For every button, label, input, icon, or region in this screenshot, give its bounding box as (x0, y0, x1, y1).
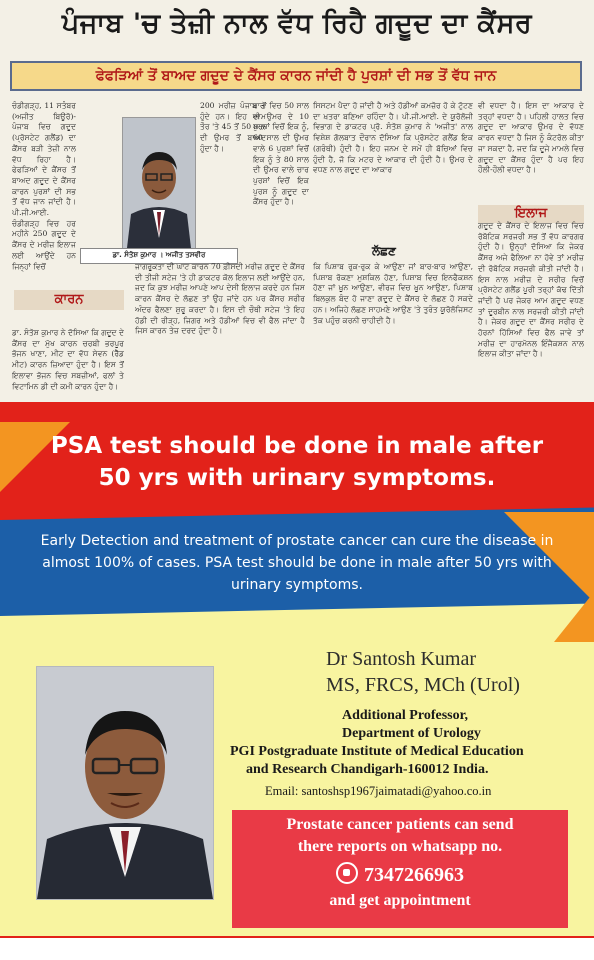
psa-awareness-poster (0, 402, 594, 960)
news-column-text: ਬਾਰਾ ਵਿਚ 50 ਸਾਲ ਦੀ ਉਮਰ ਦੇ 10 ਪੁਰਸ਼ਾਂ ਵਿਚੋਂ ਇਕ ਨੂੰ, 60 ਸਾਲ ਦੀ ਉਮਰ ਵਾਲੇ 6 ਪੁਰਸ਼ਾਂ ਵਿਚੋਂ ਇਕ ਨੂੰ ਤੇ 80 ਸਾਲ ਦੀ ਉਮਰ ਵਾਲੇ ਚਾਰ ਪੁਰਸ਼ਾਂ ਵਿਚੋਂ ਇਕ ਪੁਰਸ਼ ਨੂੰ ਗਦੂਦ ਦਾ ਕੈਂਸਰ ਹੁੰਦਾ ਹੈ। (253, 101, 309, 207)
doctor-photo-large (36, 666, 214, 900)
orange-corner-decoration (554, 592, 594, 642)
doctor-email[interactable]: Email: santoshsp1967jaimatadi@yahoo.co.in (265, 784, 492, 798)
news-column-text: ਚੰਡੀਗੜ੍ਹ, 11 ਸਤੰਬਰ (ਅਜੀਤ ਬਿਊਰੋ)- ਪੰਜਾਬ ਵਿਚ ਗਦੂਦ (ਪ੍ਰੋਸਟੇਟ ਗਲੈਂਡ) ਦਾ ਕੈਂਸਰ ਬੜੀ ਤੇਜ਼ੀ ਨਾਲ ਵੱਧ ਰਿਹਾ ਹੈ। ਫੇਫੜਿਆਂ ਦੇ ਕੈਂਸਰ ਤੋਂ ਬਾਅਦ ਗਦੂਦ ਦੇ ਕੈਂਸਰ ਕਾਰਨ ਪੁਰਸ਼ਾਂ ਦੀ ਸਭ ਤੋਂ ਵੱਧ ਜਾਨ ਜਾਂਦੀ ਹੈ। ਪੀ.ਜੀ.ਆਈ. ਚੰਡੀਗੜ੍ਹ ਵਿਚ ਹਰ ਮਹੀਨੇ 250 ਗਦੂਦ ਦੇ ਕੈਂਸਰ ਦੇ ਮਰੀਜ਼ ਇਲਾਜ ਲਈ ਆਉਂਦੇ ਹਨ ਜਿਨ੍ਹਾਂ ਵਿਚੋਂ (12, 101, 76, 271)
news-column-text: 200 ਮਰੀਜ਼ ਪੰਜਾਬ ਤੋਂ ਹੁੰਦੇ ਹਨ। ਇਹ ਆਮ ਤੌਰ 'ਤੇ 45 ਤੋਂ 50 ਸਾਲ ਦੀ ਉਮਰ ਤੋਂ ਬਾਅਦ ਹੁੰਦਾ ਹੈ। (200, 101, 266, 153)
newspaper-clipping (0, 0, 594, 403)
news-column-text: ਵੀ ਵਧਦਾ ਹੈ। ਇਸ ਦਾ ਆਕਾਰ ਦੇ ਤਰ੍ਹਾਂ ਵਧਦਾ ਹੈ। ਪਹਿਲੀ ਹਾਲਤ ਵਿਚ ਗਦੂਦ ਦਾ ਆਕਾਰ ਉਮਰ ਦੇ ਵੱਧਣ ਕਾਰਨ ਵਧਦਾ ਹੈ ਜਿਸ ਨੂੰ ਕੰਟਰੋਲ ਕੀਤਾ ਜਾ ਸਕਦਾ ਹੈ, ਜਦ ਕਿ ਦੂਜੇ ਮਾਮਲੇ ਵਿਚ ਗਦੂਦ ਦਾ ਕੈਂਸਰ ਹੁੰਦਾ ਹੈ ਪਰ ਇਹ ਹੌਲੀ-ਹੌਲੀ ਵਧਦਾ ਹੈ। (478, 101, 584, 175)
photo-caption: ਡਾ. ਸੰਤੋਸ਼ ਕੁਮਾਰ । ਅਜੀਤ ਤਸਵੀਰ (80, 248, 238, 264)
news-subheadline: ਫੇਫੜਿਆਂ ਤੋਂ ਬਾਅਦ ਗਦੂਦ ਦੇ ਕੈਂਸਰ ਕਾਰਨ ਜਾਂਦੀ ਹੈ ਪੁਰਸ਼ਾਂ ਦੀ ਸਭ ਤੋਂ ਵੱਧ ਜਾਨ (10, 61, 582, 91)
doctor-name: Dr Santosh Kumar (326, 648, 476, 670)
news-column-text: ਕਿ ਪਿਸ਼ਾਬ ਰੁਕ-ਰੁਕ ਕੇ ਆਉਣਾ ਜਾਂ ਬਾਰ-ਬਾਰ ਆਉਣਾ, ਪਿਸ਼ਾਬ ਰੋਕਣਾ ਮੁਸ਼ਕਿਲ ਹੋਣਾ, ਪਿਸ਼ਾਬ ਵਿਚ ਇਨਫੈਕਸ਼ਨ ਹੋਣਾ ਜਾਂ ਖ਼ੂਨ ਆਉਣਾ, ਵੀਰਜ ਵਿਚ ਖ਼ੂਨ ਆਉਣਾ, ਪਿਸ਼ਾਬ ਬਿਲਕੁਲ ਬੰਦ ਹੋ ਜਾਣਾ ਗਦੂਦ ਦੇ ਕੈਂਸਰ ਦੇ ਲੱਛਣ ਹੋ ਸਕਦੇ ਹਨ। ਅਜਿਹੇ ਲੱਛਣ ਸਾਹਮਣੇ ਆਉਣ 'ਤੇ ਤੁਰੰਤ ਯੂਰੋਲੋਜਿਸਟ ਤੱਕ ਪਹੁੰਚ ਕਰਨੀ ਚਾਹੀਦੀ ਹੈ। (313, 262, 473, 325)
news-column-text: ਸਿਸਟਮ ਪੈਦਾ ਹੋ ਜਾਂਦੀ ਹੈ ਅਤੇ ਹੱਡੀਆਂ ਕਮਜ਼ੋਰ ਹੋ ਕੇ ਟੁੱਟਣ ਦਾ ਖ਼ਤਰਾ ਬਣਿਆ ਰਹਿੰਦਾ ਹੈ। ਪੀ.ਜੀ.ਆਈ. ਦੇ ਯੂਰੋਲੋਜੀ ਵਿਭਾਗ ਦੇ ਡਾਕਟਰ ਪ੍ਰੋ. ਸੰਤੋਸ਼ ਕੁਮਾਰ ਨੇ 'ਅਜੀਤ' ਨਾਲ ਵਿਸ਼ੇਸ਼ ਗੱਲਬਾਤ ਦੌਰਾਨ ਦੱਸਿਆ ਕਿ ਪ੍ਰੋਸਟੇਟ ਗਲੈਂਡ ਇਕ (ਗਰੰਥੀ) ਹੁੰਦੀ ਹੈ। ਇਹ ਜਨਮ ਦੇ ਸਮੇਂ ਹੀ ਬੱਚਿਆਂ ਵਿਚ ਹੁੰਦੀ ਹੈ, ਜੋ ਕਿ ਮਟਰ ਦੇ ਆਕਾਰ ਦੀ ਹੁੰਦੀ ਹੈ। ਉਮਰ ਦੇ ਵਧਣ ਨਾਲ ਗਦੂਦ ਦਾ ਆਕਾਰ (313, 101, 473, 175)
doctor-photo-small (122, 117, 196, 249)
bottom-bar (0, 938, 594, 960)
whatsapp-contact-box (232, 810, 568, 928)
whatsapp-phone-number[interactable]: 7347266963 (364, 864, 464, 886)
news-column-text: ਗਦੂਦ ਦੇ ਕੈਂਸਰ ਦੇ ਇਲਾਜ ਵਿਚ ਵਿਚ ਰੋਬੋਟਿਕ ਸਰਜਰੀ ਸਭ ਤੋਂ ਵੱਧ ਕਾਰਗਰ ਹੁੰਦੀ ਹੈ। ਉਨ੍ਹਾਂ ਦੱਸਿਆ ਕਿ ਜੇਕਰ ਕੈਂਸਰ ਅਜੇ ਫੈਲਿਆ ਨਾ ਹੋਵੇ ਤਾਂ ਮਰੀਜ਼ ਦੀ ਰੋਬੋਟਿਕ ਸਰਜਰੀ ਕੀਤੀ ਜਾਂਦੀ ਹੈ। ਇਸ ਨਾਲ ਮਰੀਜ਼ ਦੇ ਸਰੀਰ ਵਿਚੋਂ ਪ੍ਰੋਸਟੇਟ ਗਲੈਂਡ ਪੂਰੀ ਤਰ੍ਹਾਂ ਕੱਢ ਦਿੱਤੀ ਜਾਂਦੀ ਹੈ ਪਰ ਜੇਕਰ ਆਮ ਗਦੂਦ ਵਧਣ ਤਾਂ ਦੂਰਬੀਨ ਨਾਲ ਸਰਜਰੀ ਕੀਤੀ ਜਾਂਦੀ ਹੈ। ਜੇਕਰ ਗਦੂਦ ਦਾ ਕੈਂਸਰ ਸਰੀਰ ਦੇ ਹੋਰਨਾਂ ਹਿੱਸਿਆਂ ਵਿਚ ਫੈਲ ਜਾਵੇ ਤਾਂ ਮਰੀਜ਼ ਦਾ ਹਾਰਮੋਨਲ ਇੰਜੈਕਸ਼ਨ ਨਾਲ ਇਲਾਜ ਕੀਤਾ ਜਾਂਦਾ ਹੈ। (478, 221, 584, 359)
news-column-text: ਜਾਗਰੂਕਤਾ ਦੀ ਘਾਟ ਕਾਰਨ 70 ਫ਼ੀਸਦੀ ਮਰੀਜ਼ ਗਦੂਦ ਦੇ ਕੈਂਸਰ ਦੀ ਤੀਜੀ ਸਟੇਜ 'ਤੇ ਹੀ ਡਾਕਟਰ ਕੋਲ ਇਲਾਜ ਲਈ ਆਉਂਦੇ ਹਨ, ਜਦ ਕਿ ਕੁਝ ਮਰੀਜ਼ ਆਪਣੇ ਆਪ ਦੇਸੀ ਇਲਾਜ ਕਰਦੇ ਹਨ ਜਿਸ ਕਾਰਨ ਕੈਂਸਰ ਦੇ ਲੱਛਣ ਤਾਂ ਉਹ ਜਾਂਦੇ ਹਨ ਪਰ ਕੈਂਸਰ ਸਰੀਰ ਅੰਦਰ ਫੈਲਣਾ ਸ਼ੁਰੂ ਕਰਦਾ ਹੈ। ਇਸ ਦੀ ਚੌਥੀ ਸਟੇਜ 'ਤੇ ਇਹ ਹੱਡੀ ਦੀ ਰੀੜ੍ਹ, ਜਿਗਰ ਅਤੇ ਹੱਡੀਆਂ ਵਿਚ ਵੀ ਫੈਲ ਜਾਂਦਾ ਹੈ ਜਿਸ ਕਾਰਨ ਤੇਜ਼ ਦਰਦ ਹੁੰਦਾ ਹੈ। (135, 262, 305, 336)
doctor-title: Additional Professor, (342, 708, 469, 723)
news-headline: ਪੰਜਾਬ 'ਚ ਤੇਜ਼ੀ ਨਾਲ ਵੱਧ ਰਿਹੈ ਗਦੂਦ ਦਾ ਕੈਂਸਰ (61, 8, 533, 39)
news-column-text: ਡਾ. ਸੰਤੋਸ਼ ਕੁਮਾਰ ਨੇ ਦੱਸਿਆ ਕਿ ਗਦੂਦ ਦੇ ਕੈਂਸਰ ਦਾ ਮੁੱਖ ਕਾਰਨ ਚਰਬੀ ਭਰਪੂਰ ਭੋਜਨ ਖਾਣਾ, ਮੀਟ ਦਾ ਵੱਧ ਸੇਵਨ (ਰੈੱਡ ਮੀਟ) ਕਾਰਨ ਜ਼ਿਆਦਾ ਹੁੰਦਾ ਹੈ। ਇਸ ਤੋਂ ਇਲਾਵਾ ਭੋਜਨ ਵਿਚ ਸਬਜ਼ੀਆਂ, ਫਲਾਂ ਤੇ ਵਿਟਾਮਿਨ ਡੀ ਦੀ ਕਮੀ ਕਾਰਨ ਹੁੰਦਾ ਹੈ। (12, 328, 124, 391)
whatsapp-line: Prostate cancer patients can send (286, 816, 514, 833)
poster-headline: PSA test should be done in male after 50 yrs with urinary symptoms. (50, 433, 544, 491)
causes-heading: ਕਾਰਨ (14, 290, 124, 310)
symptoms-heading: ਲੱਛਣ (372, 244, 396, 258)
whatsapp-icon (336, 862, 358, 884)
whatsapp-line: there reports on whatsapp no. (297, 838, 503, 855)
doctor-department: Department of Urology (342, 726, 481, 741)
doctor-institute: PGI Postgraduate Institute of Medical Education (230, 744, 524, 759)
treatment-heading: ਇਲਾਜ (478, 205, 584, 223)
whatsapp-phone-row (232, 862, 568, 887)
doctor-institute-address: and Research Chandigarh-160012 India. (246, 762, 489, 777)
whatsapp-line: and get appointment (329, 892, 471, 909)
poster-body-text: Early Detection and treatment of prostate cancer can cure the disease in almost 100% of cases. PSA test should be done in male after 50 yrs with urinary symptoms. (40, 533, 554, 593)
doctor-qualifications: MS, FRCS, MCh (Urol) (326, 674, 520, 696)
